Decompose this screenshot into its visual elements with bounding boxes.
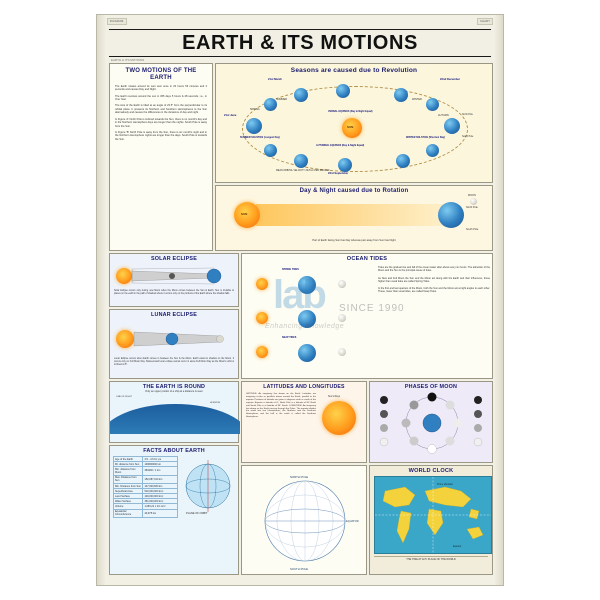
label-neap-tides: NEAP TIDES xyxy=(282,336,297,339)
solar-eclipse-text: Solar Eclipse occurs only during new Moon when the Moon comes between the Sun & Earth. Sun is invisible to places on the earth in the path of shadow where it occurs only on the portions of the Earth where the shadow falls. xyxy=(114,290,234,296)
moon-daynight xyxy=(470,198,477,205)
day-night-diagram xyxy=(216,194,494,238)
lunar-eclipse-title: LUNAR ECLIPSE xyxy=(150,312,198,318)
sun-tide-2 xyxy=(256,312,268,324)
earth-june xyxy=(246,118,262,134)
fact-value: 510,000,000 km² xyxy=(143,489,178,494)
earth-autumn-b xyxy=(396,154,410,168)
earth-round-title: THE EARTH IS ROUND xyxy=(142,384,206,390)
facts-table xyxy=(113,456,178,518)
fact-value: 147,000,830 km xyxy=(143,483,178,488)
earth-autumn-a xyxy=(294,154,308,168)
svg-text:Prime Meridian: Prime Meridian xyxy=(437,483,454,486)
label-south-pole-seasons: South Pole xyxy=(462,136,474,138)
fact-value: 149600000 km xyxy=(143,462,178,467)
earth-spring-a xyxy=(294,88,308,102)
label-summer: SUMMER xyxy=(276,98,288,101)
phases-diagram xyxy=(370,390,494,456)
label-spring: SPRING xyxy=(250,108,260,111)
label-spring-tides: SPRING TIDES xyxy=(282,268,299,271)
sub-tag: EARTH & ITS MOTIONS xyxy=(111,58,145,62)
two-motions-title: TWO MOTIONS OF THE EARTH xyxy=(125,68,197,81)
panel-lunar-eclipse xyxy=(109,309,239,379)
label-vernal-equinox: VERNAL EQUINOX (Day & Night Equal) xyxy=(328,110,373,113)
fact-key: Min. Distance from Sun xyxy=(115,484,141,488)
earth-tide-1 xyxy=(298,276,316,294)
fact-value: 384400 / 1 km xyxy=(143,467,178,475)
label-23-september: 23rd September xyxy=(328,172,349,175)
fact-value: 1,083,21 x 10⁹ km³ xyxy=(143,504,178,509)
label-21-june: 21st June xyxy=(224,114,237,117)
earth-extra-a xyxy=(264,144,277,157)
fact-key: Age of the Earth xyxy=(114,457,143,462)
two-motions-p3: The Axis of the Earth is tilted at an angle of 23.5° from the perpendicular to its orbital plane. It presents its Northern and Southern Hemispheres to the Sun alternatively and causes the differences in the durations of day and night. xyxy=(115,104,207,115)
tides-p1: Tides are the gradual rise and fall of the ocean water after about every six hours. The attraction of the Moon and the Sun is the principal cause of tides. xyxy=(378,266,491,273)
label-suns-rays: Sun's Rays xyxy=(328,394,341,398)
svg-text:SOUTH POLE: SOUTH POLE xyxy=(290,567,309,571)
fact-value: 361,000,000 km² xyxy=(143,499,178,504)
label-horizon: HORIZON xyxy=(210,402,221,405)
fact-key: Min. distance from Moon xyxy=(114,467,143,475)
label-moon: MOON xyxy=(468,194,476,197)
world-clock-footer: THE TIME AT ANY PLACE OF THE WORLD xyxy=(374,556,488,561)
tides-p2: As New and Full Moon the Sun and the Moon act along with the Earth and their influences, these higher than usual tides are called Spring Tides. xyxy=(378,276,490,283)
solar-eclipse-diagram xyxy=(110,262,240,290)
earth-winter-a xyxy=(394,88,408,102)
sun-label: SUN xyxy=(347,125,354,129)
ocean-tides-title: OCEAN TIDES xyxy=(346,256,388,262)
earth-march xyxy=(336,84,350,98)
panel-globe-grid xyxy=(241,465,367,575)
panel-facts-about-earth xyxy=(109,445,239,575)
fact-key: Mt. distance from Sun xyxy=(114,462,143,467)
earth-tide-3 xyxy=(298,344,316,362)
fact-key: Equatorial Circumference xyxy=(114,509,143,517)
moon-tide-2 xyxy=(338,314,346,322)
seasons-title: Seasons are caused due to Revolution xyxy=(290,67,418,74)
svg-text:EQUATOR: EQUATOR xyxy=(346,520,359,523)
fact-key: Volume xyxy=(114,504,143,509)
watermark-since: SINCE 1990 xyxy=(339,303,405,314)
table-row xyxy=(114,475,178,483)
day-night-title: Day & Night caused due to Rotation xyxy=(299,188,409,194)
svg-text:Equator: Equator xyxy=(453,545,462,548)
sun-tide-1 xyxy=(256,278,268,290)
panel-phases-of-moon xyxy=(369,381,493,463)
title-text: EARTH & ITS MOTIONS xyxy=(182,31,418,54)
poster-edge-left xyxy=(97,15,107,585)
earth-round-subtitle: Only an upper portion of a ship at a distance is seen xyxy=(145,390,203,393)
world-map-svg xyxy=(375,477,491,553)
moon-tide-1 xyxy=(338,280,346,288)
latlong-text: LATITUDE: An imaginary line drawn on the Earth. Latitudes are imaginary circles or parallels drawn around the Earth, parallel to the equator. Positions of latitude are given in degrees north or south of the equator. Equator is latitude of 0°, North Pole is a latitude of 90° North and South Pole is at latitude of 90° South. LONGITUDE: An imaginary line drawn on the Earth passing through the Poles. The equator divides the world into two hemispheres, the Northern and the Southern Hemisphere, and the half is the south is called the Southern Hemisphere. xyxy=(246,392,316,419)
earth-september xyxy=(338,158,352,172)
fact-key: Max. Distance from Sun xyxy=(114,475,143,483)
panel-seasons xyxy=(215,63,493,183)
table-row xyxy=(114,467,178,475)
label-north-pole-seasons: North Pole xyxy=(462,114,473,116)
poster xyxy=(96,14,504,586)
tides-p3: In the first and last quarters of the Moon, both the Sun and the Moon act at right angles to each other. These, lower than usual tides, are called Neap Tides. xyxy=(378,287,491,294)
sun-label-daynight: SUN xyxy=(241,212,248,216)
svg-text:PLANE OF ORBIT: PLANE OF ORBIT xyxy=(186,512,208,515)
fact-value: 4.5 - 4.6 bn yrs xyxy=(143,457,178,462)
earth-december xyxy=(444,118,460,134)
panel-latitudes-longitudes xyxy=(241,381,367,463)
earth-curve xyxy=(110,404,240,434)
solar-eclipse-title: SOLAR ECLIPSE xyxy=(150,256,198,262)
fact-key: Land Surface xyxy=(114,494,143,499)
latlong-content xyxy=(242,391,368,455)
two-motions-p5: In Figure 'B' North Pole is away from the Sun, there is six month's night and in the Northern Hemisphere nights are longer than the days. South Pole is towards the Sun. xyxy=(115,131,207,141)
tides-diagram xyxy=(246,266,374,370)
fact-value: 152,087,010 km xyxy=(143,475,178,483)
facts-body xyxy=(110,454,238,520)
facts-globe xyxy=(181,456,235,518)
label-autumnal-equinox: AUTUMNAL EQUINOX (Day & Night Equal) xyxy=(316,144,365,147)
label-south-pole-dn: South Pole xyxy=(466,228,479,231)
earth-extra-b xyxy=(426,144,439,157)
latlong-title: LATITUDES AND LONGITUDES xyxy=(263,384,345,390)
panel-ocean-tides xyxy=(241,253,493,379)
panel-day-night xyxy=(215,185,493,251)
sun-rays-band xyxy=(256,204,456,226)
label-autumn: AUTUMN xyxy=(438,114,449,117)
svg-text:NORTH POLE: NORTH POLE xyxy=(290,475,309,479)
earth-round-diagram xyxy=(110,394,240,434)
day-night-caption: Part of Earth facing Sun has Day whereas part away from Sun has Night xyxy=(312,239,396,242)
panel-world-clock xyxy=(369,465,493,575)
phases-title: PHASES OF MOON xyxy=(404,384,458,390)
label-21-march: 21st March xyxy=(268,78,283,81)
facts-title: FACTS ABOUT EARTH xyxy=(143,448,205,454)
corner-tag-right: CHART xyxy=(477,18,493,25)
corner-tag-left: DIAGRAM xyxy=(107,18,127,25)
label-winter-solstice: WINTER SOLSTICE (Shortest Day) xyxy=(406,136,446,139)
label-line-of-sight: LINE OF SIGHT xyxy=(116,396,132,399)
label-north-pole-dn: North Pole xyxy=(466,206,478,209)
lunar-eclipse-shadow xyxy=(110,318,240,358)
fact-key: Superficial Area xyxy=(114,489,143,494)
earth-daynight xyxy=(438,202,464,228)
two-motions-p2: The Earth revolves around the sun in 365 days 5 hours & 48 seconds, i.e., in One Year. xyxy=(115,94,207,102)
sun-latlong xyxy=(322,401,356,435)
label-22-december: 22nd December xyxy=(440,78,461,81)
earth-tide-2 xyxy=(298,310,316,328)
world-clock-title: WORLD CLOCK xyxy=(408,468,454,474)
page-title xyxy=(109,29,491,57)
label-summer-solstice: SUMMER SOLSTICE (Longest Day) xyxy=(240,136,280,139)
watermark-tagline: Enhancing Knowledge xyxy=(265,323,345,330)
two-motions-p1: The Earth rotates around its own axis once in 23 hours 56 minutes and 4 seconds and causes Day and Night. xyxy=(115,84,207,92)
earth-winter-b xyxy=(426,98,439,111)
panel-earth-is-round xyxy=(109,381,239,443)
fact-key: Water Surface xyxy=(114,499,143,504)
tides-content xyxy=(242,262,494,374)
fact-value: 149,000,000 km² xyxy=(143,494,178,499)
solar-eclipse-shadow xyxy=(110,262,240,290)
moon-tide-3 xyxy=(338,348,346,356)
poster-edge-right xyxy=(493,15,503,585)
phases-svg xyxy=(370,390,494,456)
sun-tide-3 xyxy=(256,346,268,358)
seasons-diagram xyxy=(216,74,494,178)
tides-text xyxy=(378,266,490,294)
watermark-brand: lab xyxy=(273,273,325,317)
two-motions-p4: In Figure 'A' North Pole is inclined towards the Sun, there is no month's day and in the Northern Hemisphere days are longer than the nights. South Pole is away from the Sun. xyxy=(115,117,207,128)
table-row xyxy=(114,509,178,517)
lunar-eclipse-diagram xyxy=(110,318,240,358)
facts-globe-svg xyxy=(181,456,235,518)
globe-grid-svg xyxy=(242,466,368,576)
label-orbital-velocity: MEAN ORBITAL VELOCITY 29.8 km PER SECOND xyxy=(276,170,330,172)
label-winter: WINTER xyxy=(412,98,422,101)
panel-solar-eclipse xyxy=(109,253,239,307)
world-map xyxy=(374,476,492,554)
panel-two-motions xyxy=(109,63,213,251)
lunar-eclipse-text: Lunar Eclipse occurs when Earth comes in between the Sun & the Moon. Earth casts its shadow on the Moon. It occurs only on Full Moon Day. Sidereal and lunar eclipse cannot occur in same Full Moon Day as the Moon's orbit is inclined at 5°. xyxy=(114,358,234,367)
fact-value: 40,075 km xyxy=(143,509,178,517)
